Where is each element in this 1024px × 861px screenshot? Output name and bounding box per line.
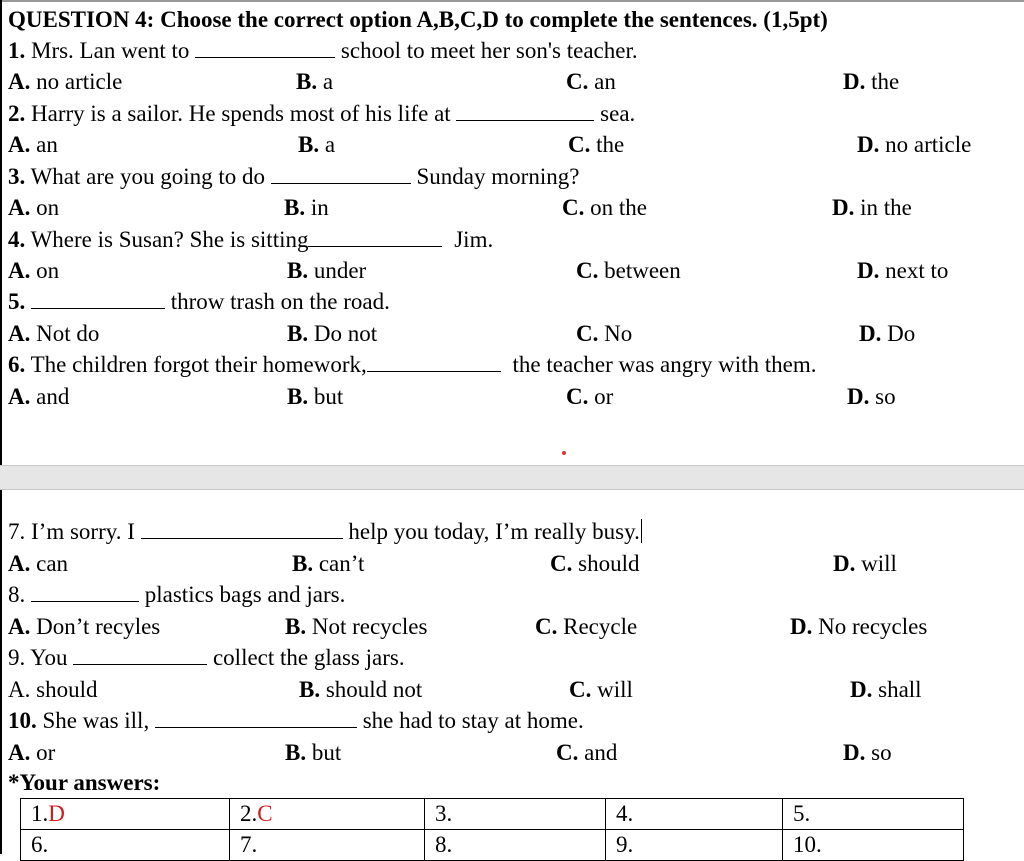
question-2 — [8, 100, 635, 128]
option-c[interactable]: C. on the — [562, 195, 647, 220]
question-6 — [8, 351, 817, 379]
option-b[interactable]: B. under — [287, 258, 367, 283]
answer-blank[interactable] — [195, 39, 335, 58]
question-number: 10. — [8, 708, 37, 733]
option-c[interactable]: C. between — [576, 258, 681, 283]
question-7 — [8, 518, 642, 546]
page-break-gap — [0, 465, 1024, 490]
option-c[interactable]: C. No — [576, 321, 633, 346]
option-d[interactable]: D. in the — [832, 195, 912, 220]
option-d[interactable]: D. so — [843, 740, 892, 765]
question-8 — [8, 581, 345, 609]
question-5 — [8, 288, 390, 316]
question-3 — [8, 163, 579, 191]
question-number: 2. — [8, 101, 26, 126]
question-number: 5. — [8, 289, 26, 314]
question-10 — [8, 707, 584, 735]
question-text-after: Sunday morning? — [416, 164, 580, 189]
table-row — [21, 830, 964, 861]
question-text-after: help you today, I’m really busy. — [348, 519, 640, 544]
option-b[interactable]: B. can’t — [292, 551, 365, 576]
question-text-before: You — [30, 645, 68, 670]
question-4 — [8, 226, 493, 254]
question-number: 3. — [8, 164, 26, 189]
option-b[interactable]: B. in — [284, 195, 329, 220]
answer-cell[interactable]: 6. — [21, 830, 230, 861]
question-text-before: Where is Susan? She is sitting — [30, 227, 309, 252]
option-a[interactable]: A. or — [8, 740, 56, 765]
table-row — [21, 799, 964, 830]
option-a[interactable]: A. on — [8, 258, 60, 283]
option-a[interactable]: A. Don’t recyles — [8, 614, 161, 639]
left-border-lower — [0, 488, 2, 854]
red-dot-mark — [562, 451, 566, 455]
question-text-before: Mrs. Lan went to — [31, 38, 190, 63]
option-d[interactable]: D. no article — [857, 132, 972, 157]
option-b[interactable]: B. should not — [299, 677, 423, 702]
option-d[interactable]: D. shall — [850, 677, 922, 702]
question-number: 8. — [8, 582, 26, 607]
answer-cell[interactable]: 1.D — [21, 799, 230, 830]
answer-cell[interactable]: 5. — [783, 799, 964, 830]
answer-cell[interactable]: 2.C — [230, 799, 425, 830]
answer-cell[interactable]: 3. — [425, 799, 606, 830]
question-number: 4. — [8, 227, 26, 252]
option-b[interactable]: B. Not recycles — [285, 614, 428, 639]
option-a[interactable]: A. Not do — [8, 321, 100, 346]
question-text-before: I’m sorry. I — [31, 519, 135, 544]
question-text-after: Jim. — [454, 227, 494, 252]
answer-blank[interactable] — [141, 520, 343, 539]
answers-label: *Your answers: — [8, 770, 161, 795]
option-c[interactable]: C. will — [569, 677, 633, 702]
option-c[interactable]: C. or — [566, 384, 614, 409]
question-number: 9. — [8, 645, 26, 670]
option-b[interactable]: B. but — [285, 740, 342, 765]
answer-blank[interactable] — [456, 102, 594, 121]
option-b[interactable]: B. but — [287, 384, 344, 409]
answer-blank[interactable] — [271, 165, 411, 184]
question-title: QUESTION 4: Choose the correct option A,B,C,D to complete the sentences. (1,5pt) — [8, 7, 828, 32]
answer-cell[interactable]: 10. — [783, 830, 964, 861]
question-9 — [8, 644, 405, 672]
question-number: 6. — [8, 352, 26, 377]
question-text-after: sea. — [600, 101, 636, 126]
question-text-after: the teacher was angry with them. — [512, 352, 817, 377]
option-d[interactable]: D. next to — [857, 258, 949, 283]
option-a[interactable]: A. on — [8, 195, 60, 220]
option-a[interactable]: A. and — [8, 384, 70, 409]
option-c[interactable]: C. Recycle — [535, 614, 638, 639]
text-cursor — [641, 519, 643, 543]
answers-table — [20, 798, 964, 861]
question-text-before: She was ill, — [42, 708, 150, 733]
answer-cell[interactable]: 7. — [230, 830, 425, 861]
option-b[interactable]: B. a — [298, 132, 336, 157]
option-b[interactable]: B. a — [296, 69, 334, 94]
option-d[interactable]: D. No recycles — [790, 614, 928, 639]
option-d[interactable]: D. so — [847, 384, 896, 409]
question-text-after: throw trash on the road. — [170, 289, 390, 314]
question-1 — [8, 37, 638, 65]
answer-cell[interactable]: 9. — [606, 830, 783, 861]
option-a[interactable]: A. can — [8, 551, 69, 576]
option-a[interactable]: A. an — [8, 132, 58, 157]
left-border — [0, 0, 2, 465]
answer-blank[interactable] — [73, 646, 207, 665]
option-c[interactable]: C. and — [556, 740, 618, 765]
option-d[interactable]: D. the — [843, 69, 900, 94]
answer-blank[interactable] — [31, 290, 165, 309]
question-text-after: she had to stay at home. — [362, 708, 584, 733]
answer-cell[interactable]: 4. — [606, 799, 783, 830]
question-text-before: Harry is a sailor. He spends most of his life at — [31, 101, 451, 126]
option-d[interactable]: D. will — [833, 551, 897, 576]
question-text-after: school to meet her son's teacher. — [340, 38, 638, 63]
option-b[interactable]: B. Do not — [287, 321, 378, 346]
option-c[interactable]: C. should — [550, 551, 640, 576]
question-text-before: The children forgot their homework, — [30, 352, 367, 377]
option-c[interactable]: C. the — [568, 132, 625, 157]
answer-cell[interactable]: 8. — [425, 830, 606, 861]
option-d[interactable]: D. Do — [859, 321, 916, 346]
answer-blank[interactable] — [367, 353, 501, 372]
answer-blank[interactable] — [308, 228, 442, 247]
question-text-after: plastics bags and jars. — [144, 582, 346, 607]
option-a[interactable]: A. should — [8, 677, 98, 702]
question-number: 1. — [8, 38, 26, 63]
top-border — [0, 0, 1024, 2]
option-a[interactable]: A. no article — [8, 69, 123, 94]
question-text-before: What are you going to do — [30, 164, 266, 189]
option-c[interactable]: C. an — [566, 69, 616, 94]
question-text-after: collect the glass jars. — [212, 645, 405, 670]
answer-blank[interactable] — [31, 583, 139, 602]
answer-blank[interactable] — [155, 709, 357, 728]
question-number: 7. — [8, 519, 26, 544]
